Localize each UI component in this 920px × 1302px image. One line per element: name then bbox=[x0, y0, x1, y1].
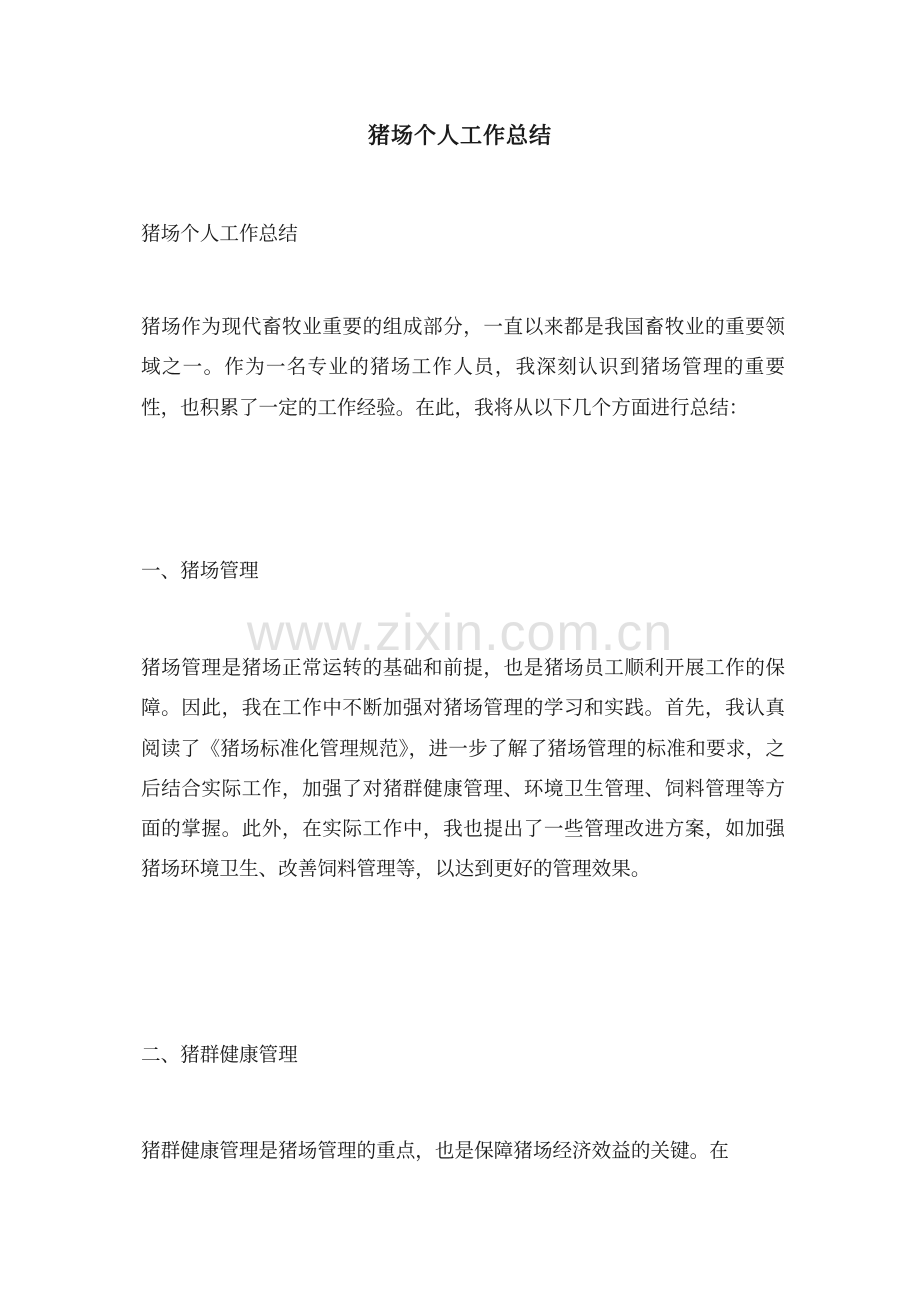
intro-paragraph: 猪场作为现代畜牧业重要的组成部分，一直以来都是我国畜牧业的重要领域之一。作为一名专业的猪场工作人员，我深刻认识到猪场管理的重要性，也积累了一定的工作经验。在此，我将从以下几个方面进行总结： bbox=[141, 315, 785, 419]
section-body-management: 猪场管理是猪场正常运转的基础和前提，也是猪场员工顺利开展工作的保障。因此，我在工作中不断加强对猪场管理的学习和实践。首先，我认真阅读了《猪场标准化管理规范》，进一步了解了猪场管理的标准和要求，之后结合实际工作，加强了对猪群健康管理、环境卫生管理、饲料管理等方面的掌握。此外，在实际工作中，我也提出了一些管理改进方案，如加强猪场环境卫生、改善饲料管理等，以达到更好的管理效果。 bbox=[141, 656, 785, 881]
section-body-herd-health: 猪群健康管理是猪场管理的重点，也是保障猪场经济效益的关键。在 bbox=[141, 1139, 729, 1162]
document-title: 猪场个人工作总结 bbox=[367, 123, 552, 149]
section-heading-management: 一、猪场管理 bbox=[141, 559, 259, 582]
section-heading-herd-health: 二、猪群健康管理 bbox=[141, 1043, 298, 1066]
watermark: www.zixin.com.cn bbox=[246, 604, 674, 662]
document-subtitle: 猪场个人工作总结 bbox=[141, 222, 298, 245]
